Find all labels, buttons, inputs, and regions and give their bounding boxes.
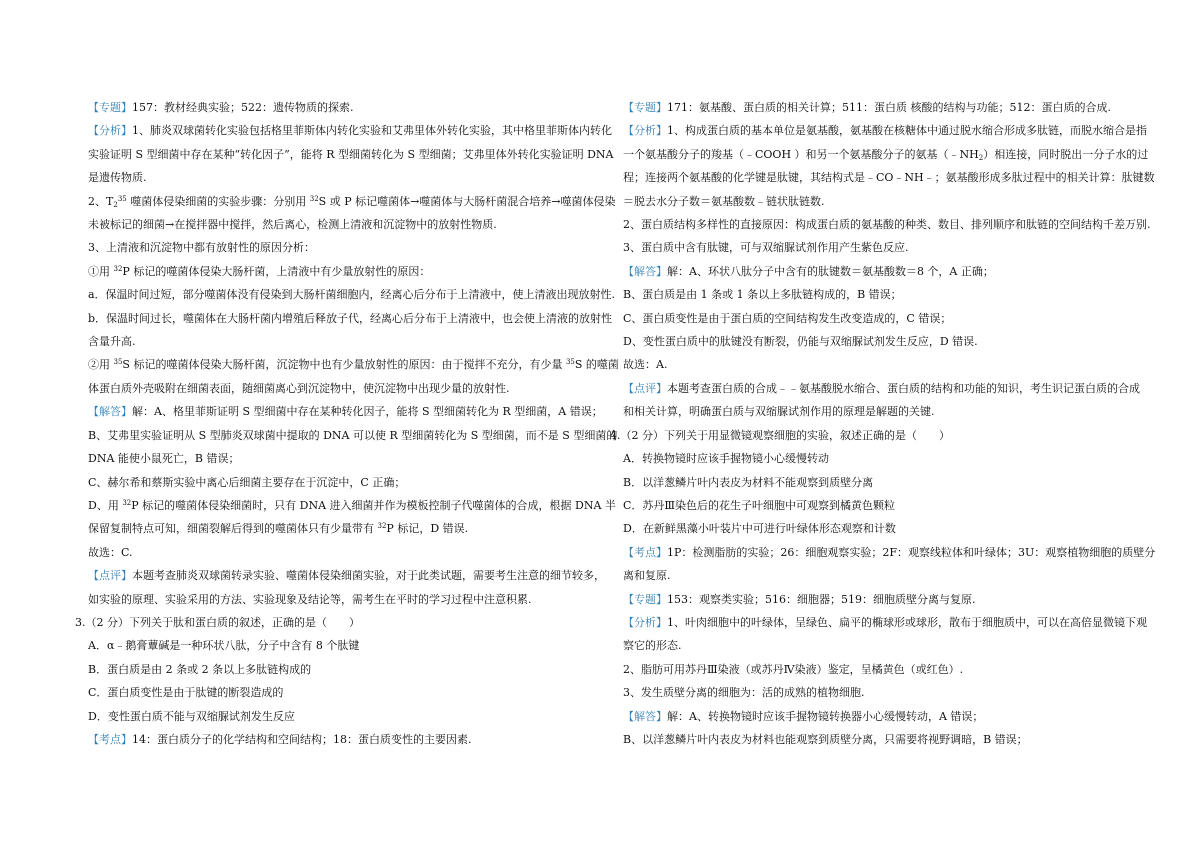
line-text: 157：教材经典实验；522：遗传物质的探索. [132,101,354,114]
line-text: C．蛋白质变性是由于肽键的断裂造成的 [88,686,284,700]
section-tag: 【分析】 [623,615,667,629]
text-line [88,471,590,494]
text-line [88,517,590,540]
line-text: 故选：C. [88,545,133,559]
line-text: 程；连接两个氨基酸的化学键是肽键，其结构式是﹣CO﹣NH﹣；氨基酸形成多肽过程中的相关计算：肽键数 [623,171,1155,185]
line-text: S 标记的噬菌体侵染大肠杆菌，沉淀物中也有少量放射性的原因：由于搅拌不充分，有少量 [122,358,566,372]
text-line [623,658,1133,681]
line-text: P 标记噬菌体→噬菌体与大肠杆菌混合培养→噬菌体侵染 [344,194,616,208]
line-text: ①用 [88,264,114,278]
line-text: 解：A、格里菲斯证明 S 型细菌中存在某种转化因子，能将 S 型细菌转化为 R 型细菌，A 错误； [132,405,603,419]
text-line [88,400,603,423]
text-line [88,307,613,330]
superscript: 35 [565,358,575,367]
line-text: 1、肺炎双球菌转化实验包括格里菲斯体内转化实验和艾弗里体外转化实验，其中格里菲斯体内转化 [132,124,612,138]
section-tag: 【考点】 [88,732,132,746]
line-text: 一个氨基酸分子的羧基（﹣COOH ）和另一个氨基酸分子的氨基（﹣NH [623,147,979,161]
line-text: D．变性蛋白质不能与双缩脲试剂发生反应 [88,709,295,723]
text-line [88,424,618,447]
text-line [88,190,616,213]
line-text: DNA 能使小鼠死亡，B 错误； [88,452,240,466]
left-column [75,96,619,751]
text-line [623,471,1133,494]
section-tag: 【专题】 [623,592,667,606]
text-line [623,564,1133,587]
text-line [88,166,590,189]
line-text: 171：氨基酸、蛋白质的相关计算；511：蛋白质 核酸的结构与功能；512：蛋白质的合成. [667,101,1111,114]
line-text: 14：蛋白质分子的化学结构和空间结构；18：蛋白质变性的主要因素. [132,732,472,746]
section-tag: 【考点】 [623,545,667,559]
line-text: 察它的形态. [623,639,682,653]
section-tag: 【解答】 [88,405,132,419]
line-text: 2、蛋白质结构多样性的直接原因：构成蛋白质的氨基酸的种类、数目、排列顺序和肽链的空间结构千差万别. [623,218,1151,232]
text-line [623,447,1133,470]
section-tag: 【点评】 [623,381,667,395]
line-text: 3、蛋白质中含有肽键，可与双缩脲试剂作用产生紫色反应. [623,241,909,255]
text-line [623,588,1133,611]
text-line [88,588,590,611]
text-line [623,119,1147,142]
section-tag: 【解答】 [623,264,667,278]
text-line [88,681,590,704]
line-text: 体蛋白质外壳吸附在细菌表面，随细菌离心到沉淀物中，使沉淀物中出现少量的放射性. [88,381,510,395]
line-text: B、蛋白质是由 1 条或 1 条以上多肽链构成的，B 错误； [623,288,902,302]
line-text: 噬菌体侵染细菌的实验步骤：分别用 [126,194,310,208]
line-text: 本题考查蛋白质的合成﹣﹣氨基酸脱水缩合、蛋白质的结构和功能的知识，考生识记蛋白质的合成 [667,381,1140,395]
line-text: 3.（2 分）下列关于肽和蛋白质的叙述，正确的是（ ） [75,615,360,629]
line-text: 3、上清液和沉淀物中都有放射性的原因分析： [88,241,315,255]
text-line [88,96,590,119]
line-text: 实验证明 S 型细菌中存在某种“转化因子”，能将 R 型细菌转化为 S 型细菌；艾弗里体外转化实验证明 DNA [88,147,614,161]
line-text: A．转换物镜时应该手握物镜小心缓慢转动 [623,452,829,466]
text-line [88,447,590,470]
line-text: 153：观察类实验；516：细胞器；519：细胞质壁分离与复原. [667,592,976,606]
section-tag: 【分析】 [88,124,132,138]
text-line [623,190,1133,213]
text-line [623,166,1155,189]
line-text: P 标记的噬菌体侵染细菌时，只有 DNA 进入细菌并作为模板控制子代噬菌体的合成，根据 DNA 半 [131,498,616,512]
section-tag: 【分析】 [623,124,667,138]
text-line [623,728,1133,751]
line-text: b．保温时间过长，噬菌体在大肠杆菌内增殖后释放子代，经离心后分布于上清液中，也会使上清液的放射性 [88,311,613,325]
text-line [88,260,590,283]
text-line [88,705,590,728]
text-line [88,283,616,306]
text-line [623,260,1133,283]
text-line [88,541,590,564]
superscript: 32 [377,522,387,531]
text-line [88,330,590,353]
text-line [623,541,1156,564]
line-text: P 标记的噬菌体侵染大肠杆菌，上清液中有少量放射性的原因： [122,264,431,278]
line-text: D、变性蛋白质中的肽键没有断裂，仍能与双缩脲试剂发生反应，D 错误. [623,335,978,349]
text-line [623,377,1140,400]
text-line [88,658,590,681]
text-line [623,611,1147,634]
text-line [623,634,1133,657]
line-text: 1P：检测脂肪的实验；26：细胞观察实验；2F：观察线粒体和叶绿体；3U：观察植物细胞的质壁分 [667,545,1156,559]
section-tag: 【专题】 [88,101,132,114]
right-column [610,96,1156,751]
line-text: 4.（2 分）下列关于用显微镜观察细胞的实验，叙述正确的是（ ） [610,428,950,442]
line-text: 2、脂肪可用苏丹Ⅲ染液（或苏丹Ⅳ染液）鉴定，呈橘黄色（或红色）. [623,662,964,676]
line-text: 故选：A. [623,358,668,372]
line-text: 本题考查肺炎双球菌转录实验、噬菌体侵染细菌实验，对于此类试题，需要考生注意的细节较多， [132,569,605,583]
text-line [623,236,1133,259]
text-line [88,564,605,587]
line-text: S 或 [318,194,345,208]
text-line [88,728,590,751]
line-text: 未被标记的细菌→在搅拌器中搅拌，然后离心，检测上清液和沉淀物中的放射性物质. [88,218,497,232]
line-text: C、赫尔希和蔡斯实验中离心后细菌主要存在于沉淀中，C 正确； [88,475,406,489]
line-text: P 标记，D 错误. [386,522,469,536]
superscript: 32 [309,194,319,203]
text-line [623,213,1151,236]
line-text: B．蛋白质是由 2 条或 2 条以上多肽链构成的 [88,662,312,676]
text-line [88,634,590,657]
line-text: S 的噬菌 [574,358,619,372]
line-text: D、用 [88,498,123,512]
text-line [623,143,1149,166]
line-text: 含量升高. [88,335,136,349]
question-line [610,424,1133,447]
subscript: 2 [978,153,984,162]
text-line [623,283,1133,306]
text-line [623,307,1133,330]
line-text: C、蛋白质变性是由于蛋白质的空间结构发生改变造成的，C 错误； [623,311,952,325]
text-line [88,213,590,236]
line-text: 3、发生质壁分离的细胞为：活的成熟的植物细胞. [623,686,865,700]
line-text: a．保温时间过短，部分噬菌体没有侵染到大肠杆菌细胞内，经离心后分布于上清液中，使上清液出现放射性. [88,288,616,302]
text-line [88,119,612,142]
line-text: 1、构成蛋白质的基本单位是氨基酸，氨基酸在核糖体中通过脱水缩合形成多肽链，而脱水缩合是指 [667,124,1147,138]
line-text: 是遗传物质. [88,171,147,185]
text-line [623,705,1133,728]
line-text: 离和复原. [623,569,671,583]
question-line [75,611,590,634]
text-line [623,353,1133,376]
line-text: D．在新鲜黑藻小叶装片中可进行叶绿体形态观察和计数 [623,522,896,536]
line-text: C．苏丹Ⅲ染色后的花生子叶细胞中可观察到橘黄色颗粒 [623,498,896,512]
section-tag: 【专题】 [623,101,667,114]
line-text: 如实验的原理、实验采用的方法、实验现象及结论等，需考生在平时的学习过程中注意积累. [88,592,532,606]
superscript: 32 [122,498,132,507]
section-tag: 【点评】 [88,569,132,583]
line-text: 2、T [88,194,114,208]
subscript: 2 [113,200,118,209]
text-line [623,330,1133,353]
line-text: ＝脱去水分子数＝氨基酸数﹣链状肽链数. [623,194,825,208]
text-line [623,517,1133,540]
text-line [88,236,590,259]
line-text: 和相关计算，明确蛋白质与双缩脲试剂作用的原理是解题的关键. [623,405,935,419]
superscript: 32 [113,264,123,273]
line-text: 保留复制特点可知，细菌裂解后得到的噬菌体只有少量带有 [88,522,378,536]
line-text: 1、叶肉细胞中的叶绿体，呈绿色、扁平的椭球形或球形，散布于细胞质中，可以在高倍显微镜下观 [667,615,1147,629]
text-line [88,494,616,517]
superscript: 35 [117,194,127,203]
line-text: 解：A、环状八肽分子中含有的肽键数＝氨基酸数＝8 个，A 正确； [667,264,994,278]
line-text: B．以洋葱鳞片叶内表皮为材料不能观察到质壁分离 [623,475,874,489]
line-text: A．α﹣鹅膏蕈碱是一种环状八肽，分子中含有 8 个肽键 [88,639,360,653]
superscript: 35 [113,358,123,367]
text-line [623,681,1133,704]
text-line [88,353,619,376]
line-text: B、以洋葱鳞片叶内表皮为材料也能观察到质壁分离，只需要将视野调暗，B 错误； [623,732,1028,746]
section-tag: 【解答】 [623,709,667,723]
text-line [88,377,590,400]
line-text: B、艾弗里实验证明从 S 型肺炎双球菌中提取的 DNA 可以使 R 型细菌转化为 S 型细菌，而不是 S 型细菌的 [88,428,618,442]
text-line [623,96,1133,119]
line-text: ②用 [88,358,114,372]
text-line [623,494,1133,517]
text-line [88,143,614,166]
line-text: ）相连接，同时脱出一分子水的过 [983,147,1149,161]
text-line [623,400,1133,423]
line-text: 解：A、转换物镜时应该手握物镜转换器小心缓慢转动，A 错误； [667,709,984,723]
